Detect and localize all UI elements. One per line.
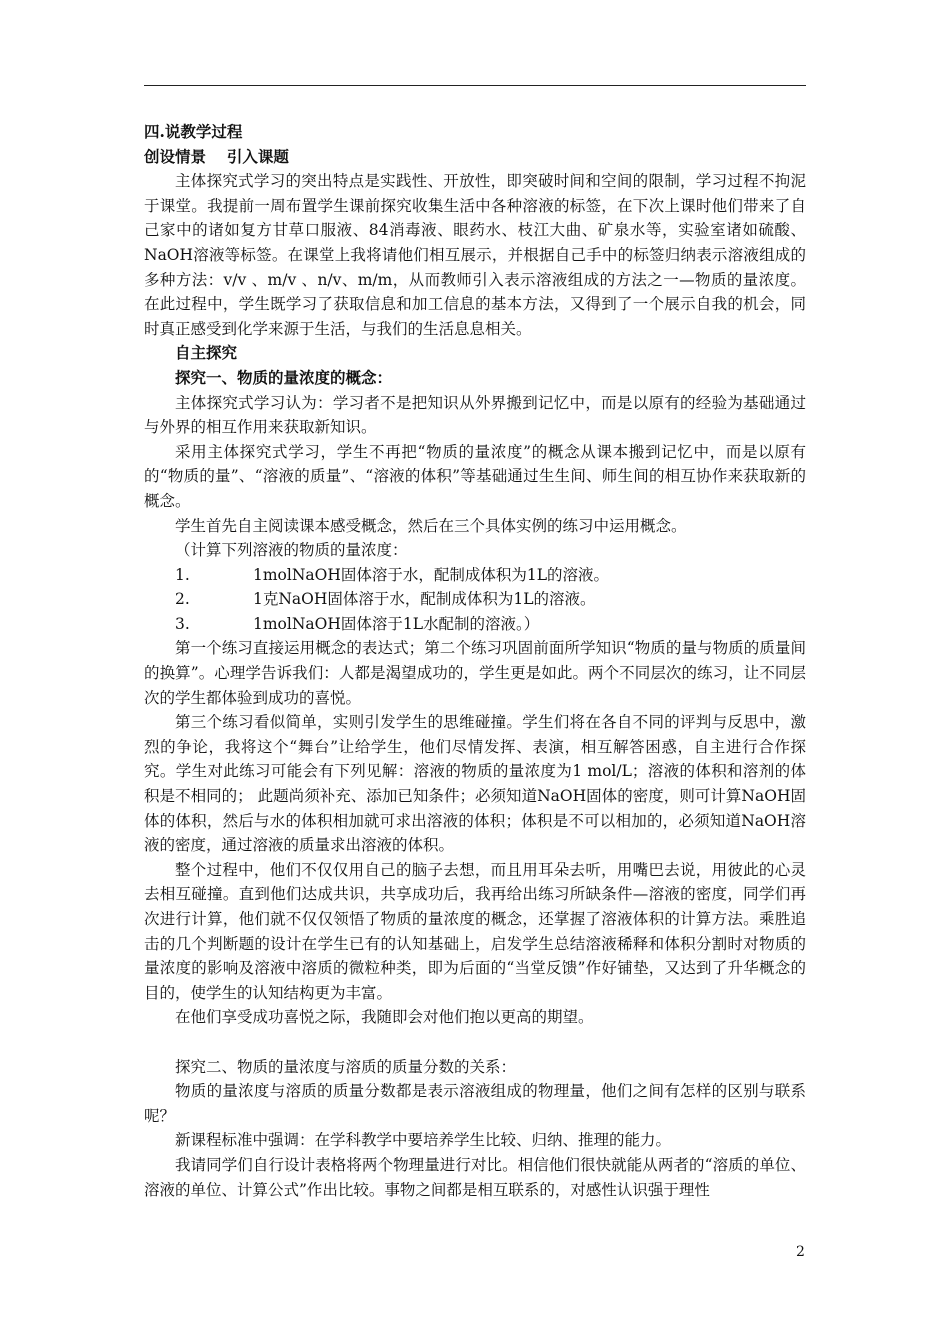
subsection-heading-intro: 创设情景 引入课题	[144, 146, 289, 166]
section-heading: 四.说教学过程	[144, 122, 243, 141]
list-item-number: 2.	[175, 590, 190, 609]
paragraph: 新课程标准中强调：在学科教学中要培养学生比较、归纳、推理的能力。	[175, 1131, 672, 1150]
paragraph: 第一个练习直接运用概念的表达式；第二个练习巩固前面所学知识“物质的量与物质的质量间的换算”。心理学告诉我们：人都是渴望成功的，学生更是如此。两个不同层次的练习，让不同层次的学生都体验到成功的喜悦。	[144, 639, 806, 707]
list-item-number: 1.	[175, 565, 190, 584]
list-item	[144, 587, 806, 612]
paragraph: 主体探究式学习认为：学习者不是把知识从外界搬到记忆中，而是以原有的经验为基础通过与外界的相互作用来获取新知识。	[144, 393, 806, 437]
explore2-heading: 探究二、物质的量浓度与溶质的质量分数的关系：	[175, 1057, 517, 1076]
paragraph: 第三个练习看似简单，实则引发学生的思维碰撞。学生们将在各自不同的评判与反思中，激烈的争论，我将这个“舞台”让给学生，他们尽情发挥、表演，相互解答困惑，自主进行合作探究。学生对此练习可能会有下列见解：溶液的物质的量浓度为1 mol/L；溶液的体积和溶剂的体积是不相同的； 此题尚须补充、添加已知条件；必须知道NaOH固体的密度，则可计算NaOH固体的体积，然后与水的体积相加就可求出溶液的体积；体积是不可以相加的，必须知道NaOH溶液的密度，通过溶液的质量求出溶液的体积。	[144, 713, 806, 855]
blank-line	[144, 1030, 806, 1055]
page-number: 2	[796, 1244, 805, 1260]
list-item-text: 1克NaOH固体溶于水，配制成体积为1L的溶液。	[253, 590, 596, 609]
paragraph-intro: 主体探究式学习的突出特点是实践性、开放性，即突破时间和空间的限制，学习过程不拘泥于课堂。我提前一周布置学生课前探究收集生活中各种溶液的标签，在下次上课时他们带来了自己家中的诸如复方甘草口服液、84消毒液、眼药水、枝江大曲、矿泉水等，实验室诸如硫酸、NaOH溶液等标签。在课堂上我将请他们相互展示，并根据自己手中的标签归纳表示溶液组成的多种方法：v/v 、m/v 、n/v、m/m，从而教师引入表示溶液组成的方法之一—物质的量浓度。在此过程中，学生既学习了获取信息和加工信息的基本方法，又得到了一个展示自我的机会，同时真正感受到化学来源于生活，与我们的生活息息相关。	[144, 172, 806, 338]
paragraph: （计算下列溶液的物质的量浓度：	[175, 541, 408, 560]
paragraph: 在他们享受成功喜悦之际，我随即会对他们抱以更高的期望。	[175, 1008, 594, 1027]
paragraph: 物质的量浓度与溶质的质量分数都是表示溶液组成的物理量，他们之间有怎样的区别与联系呢？	[144, 1082, 806, 1125]
paragraph: 我请同学们自行设计表格将两个物理量进行对比。相信他们很快就能从两者的“溶质的单位、溶液的单位、计算公式”作出比较。事物之间都是相互联系的，对感性认识强于理性	[144, 1155, 806, 1199]
list-item-text: 1molNaOH固体溶于1L水配制的溶液。）	[253, 614, 540, 633]
subsection-heading-auto: 自主探究	[175, 343, 238, 363]
header-rule	[144, 85, 806, 86]
list-item-text: 1molNaOH固体溶于水，配制成体积为1L的溶液。	[253, 565, 610, 584]
paragraph: 采用主体探究式学习，学生不再把“物质的量浓度”的概念从课本搬到记忆中，而是以原有的“物质的量”、“溶液的质量”、“溶液的体积”等基础通过生生间、师生间的相互协作来获取新的概念。	[144, 442, 806, 510]
list-item	[144, 612, 806, 637]
document-body	[144, 120, 806, 1202]
list-item	[144, 563, 806, 588]
explore1-heading: 探究一、物质的量浓度的概念：	[175, 367, 393, 387]
paragraph: 学生首先自主阅读课本感受概念，然后在三个具体实例的练习中运用概念。	[175, 516, 687, 535]
list-item-number: 3.	[175, 614, 190, 633]
paragraph: 整个过程中，他们不仅仅用自己的脑子去想，而且用耳朵去听，用嘴巴去说，用彼此的心灵去相互碰撞。直到他们达成共识，共享成功后，我再给出练习所缺条件—溶液的密度，同学们再次进行计算，他们就不仅仅领悟了物质的量浓度的概念，还掌握了溶液体积的计算方法。乘胜追击的几个判断题的设计在学生已有的认知基础上，启发学生总结溶液稀释和体积分割时对物质的量浓度的影响及溶液中溶质的微粒种类，即为后面的“当堂反馈”作好铺垫，又达到了升华概念的目的，使学生的认知结构更为丰富。	[144, 860, 806, 1002]
